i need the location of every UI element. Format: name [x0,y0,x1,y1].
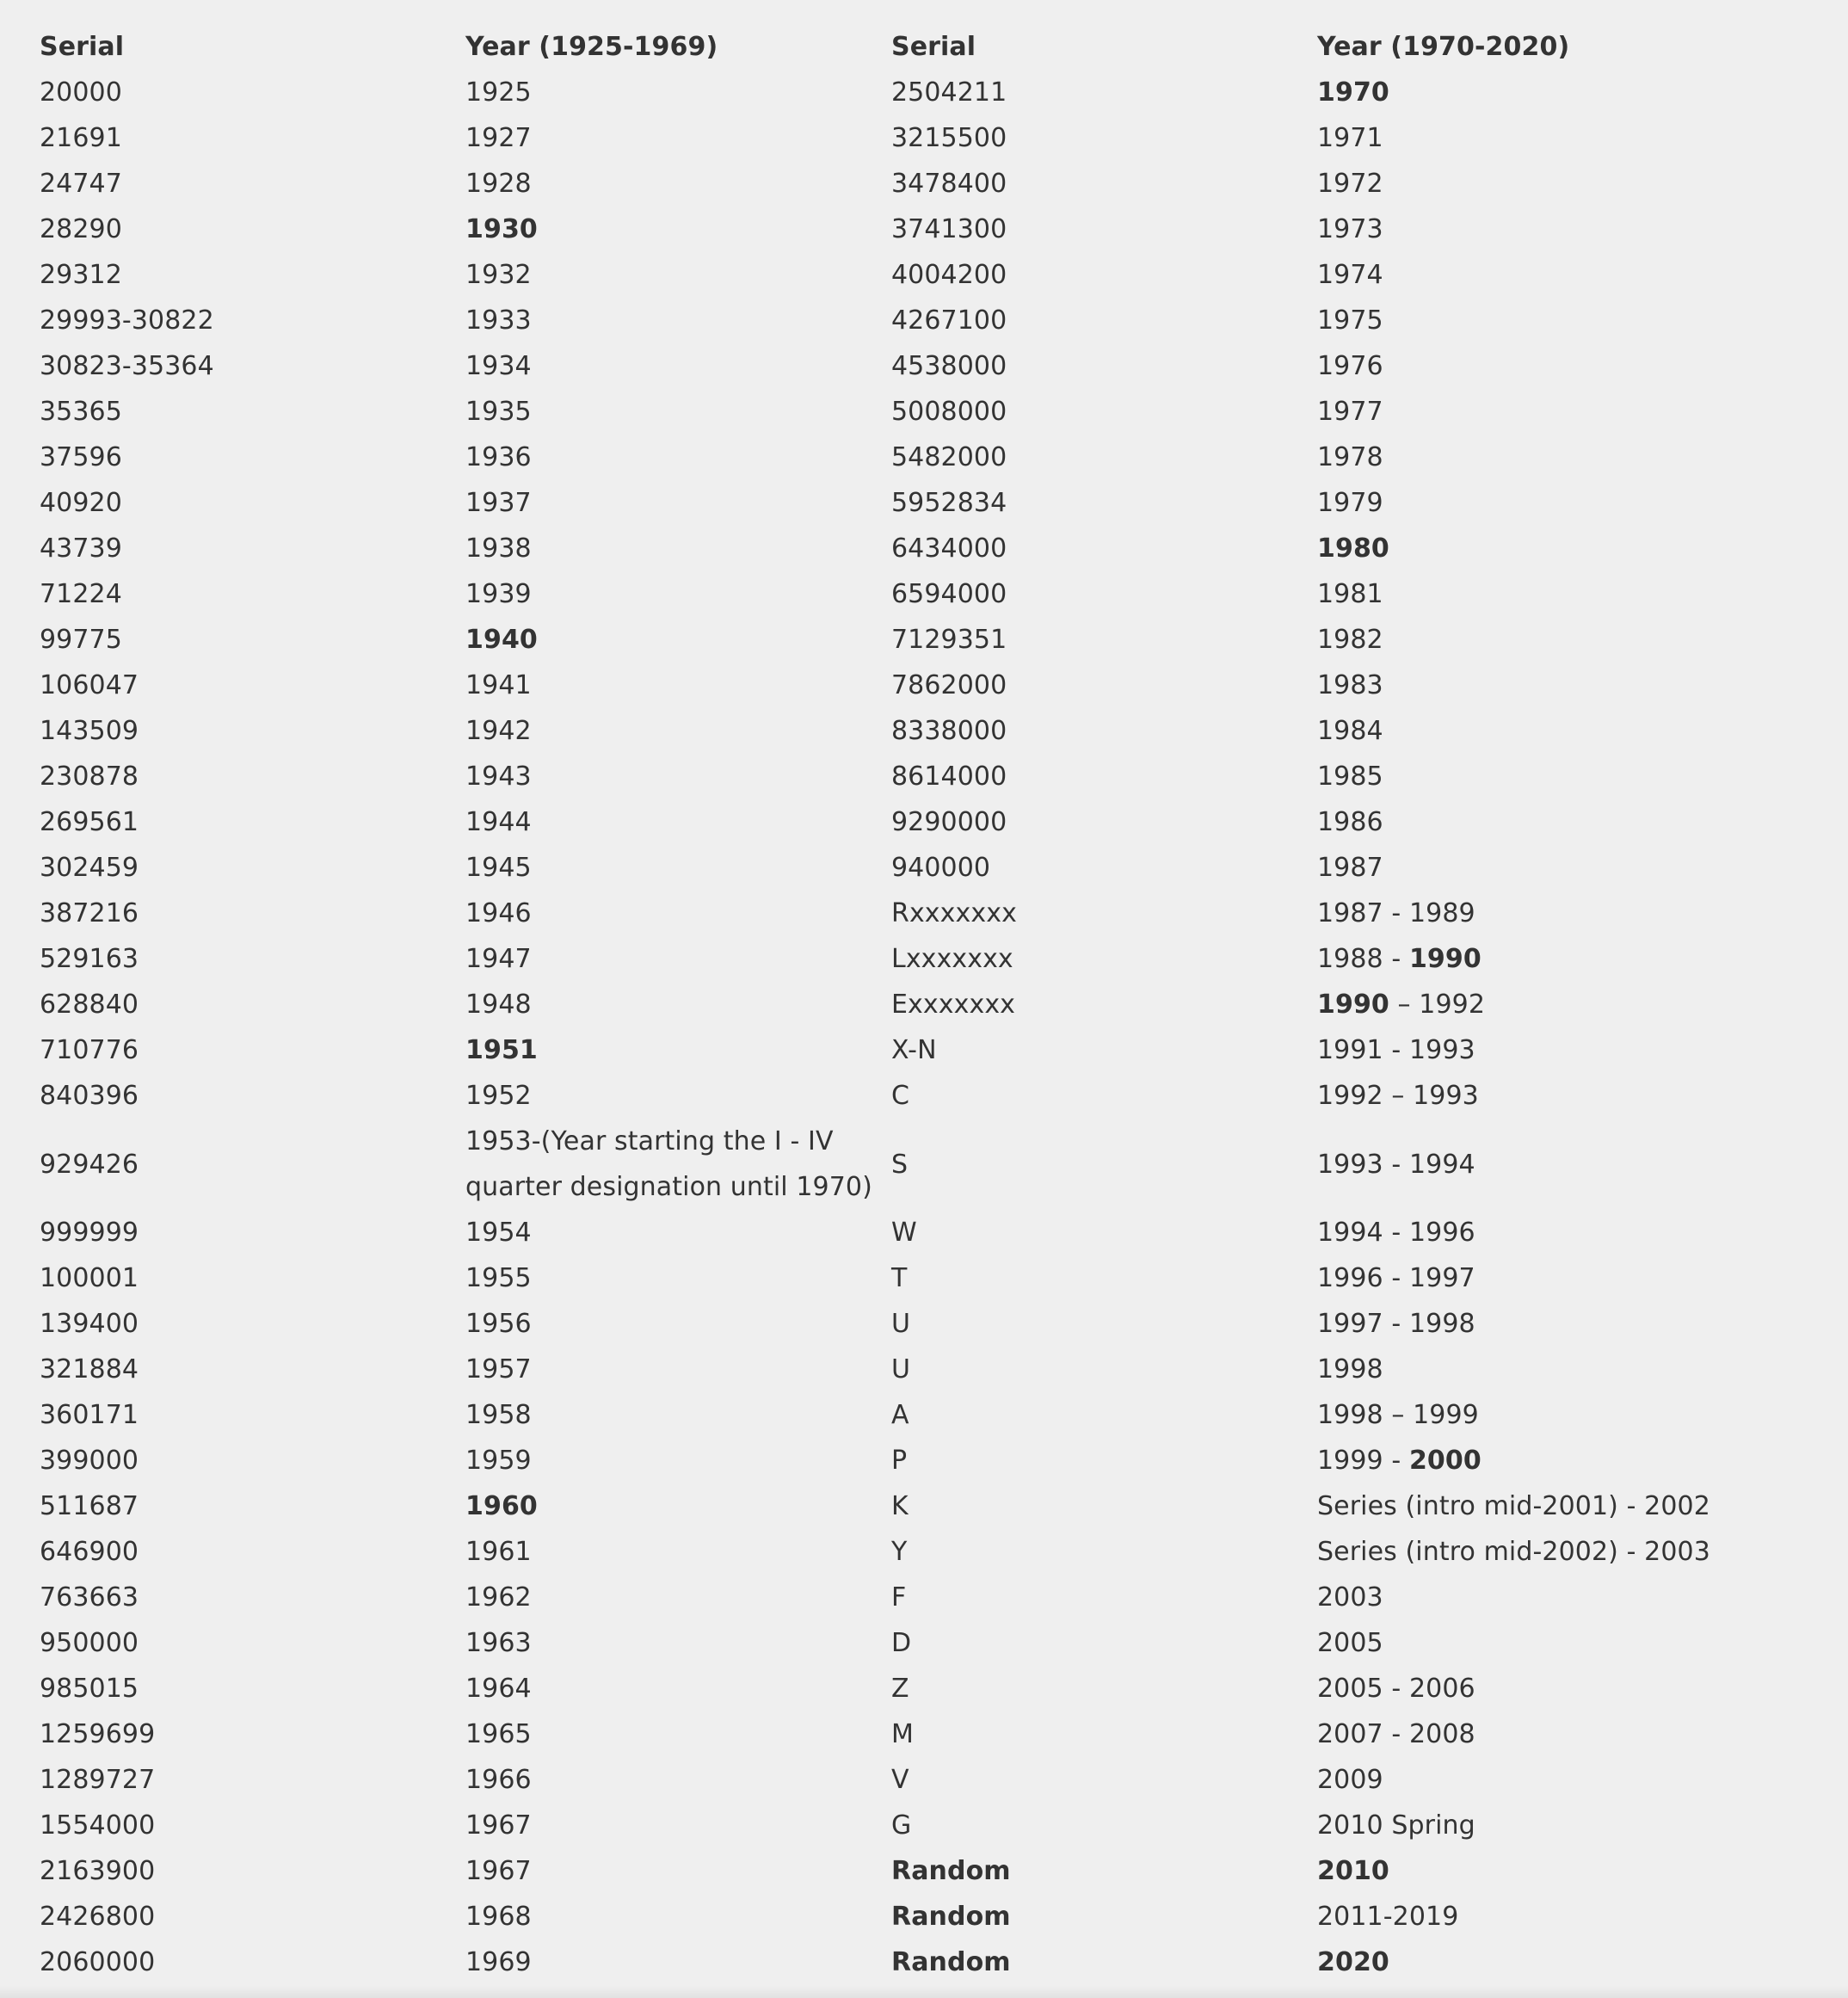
year-cell [1303,936,1755,982]
table-row [26,435,1755,480]
year-cell: 1998 – 1999 [1317,1400,1479,1430]
serial-cell: K [891,1491,909,1521]
table-row [26,1575,1755,1620]
serial-cell: 5008000 [891,397,1007,427]
table-row [26,1301,1755,1347]
serial-cell: 646900 [40,1537,139,1567]
year-cell: 1947 [465,944,532,974]
table-row [26,1255,1755,1301]
serial-cell: 1289727 [40,1765,156,1795]
year-cell: 1928 [465,169,532,199]
serial-cell: 529163 [40,944,139,974]
serial-cell: 20000 [40,77,122,108]
year-cell: 1998 [1317,1354,1383,1384]
bold-text: 1940 [465,625,538,655]
year-cell: 1944 [465,807,532,837]
year-cell: 1932 [465,260,532,290]
cell-text: 1999 - [1317,1446,1409,1476]
year-cell: Series (intro mid-2002) - 2003 [1317,1537,1710,1567]
year-cell: 1986 [1317,807,1383,837]
table-row [26,480,1755,526]
year-cell: 1955 [465,1263,532,1293]
year-cell: 1972 [1317,169,1383,199]
serial-cell: 7862000 [891,670,1007,700]
table-row [26,343,1755,389]
year-cell: 1996 - 1997 [1317,1263,1475,1293]
table-row [26,1939,1755,1985]
year-cell: 2005 - 2006 [1317,1674,1475,1704]
serial-cell: 840396 [40,1081,139,1111]
year-cell [1303,982,1755,1027]
bold-text: 1990 [1408,944,1481,974]
serial-cell: 1554000 [40,1810,156,1841]
header-serial-1: Serial [40,32,125,62]
year-cell: 1992 – 1993 [1317,1081,1479,1111]
year-cell: 1978 [1317,442,1383,472]
year-cell [1303,526,1755,571]
year-cell: 1938 [465,533,532,564]
serial-cell: 2504211 [891,77,1007,108]
serial-cell: 6434000 [891,533,1007,564]
serial-cell: U [891,1354,911,1384]
table-row [26,1483,1755,1529]
serial-cell: 269561 [40,807,139,837]
serial-cell: 30823-35364 [40,351,214,381]
year-cell: 1991 - 1993 [1317,1035,1475,1065]
table-row [26,1711,1755,1757]
serial-cell [878,1894,1303,1939]
serial-cell: 24747 [40,169,122,199]
year-cell: 1987 [1317,853,1383,883]
year-cell: 1977 [1317,397,1383,427]
serial-cell: 360171 [40,1400,139,1430]
serial-cell: 710776 [40,1035,139,1065]
year-cell: 1982 [1317,625,1383,655]
serial-cell: 3215500 [891,123,1007,153]
serial-cell [878,1939,1303,1985]
year-cell: 1966 [465,1765,532,1795]
table-row [26,1073,1755,1119]
serial-cell: 985015 [40,1674,139,1704]
table-row [26,663,1755,708]
serial-cell: 387216 [40,898,139,928]
serial-cell: 106047 [40,670,139,700]
year-cell [452,207,878,252]
serial-cell: 28290 [40,214,122,244]
table-row [26,252,1755,298]
bold-text: 2010 [1317,1856,1389,1886]
table-row [26,799,1755,845]
table-row [26,70,1755,115]
serial-cell: G [891,1810,912,1841]
bold-text: 1980 [1317,533,1389,564]
year-cell: 1958 [465,1400,532,1430]
year-cell: 1981 [1317,579,1383,609]
table-row [26,526,1755,571]
serial-cell: 230878 [40,762,139,792]
serial-cell: 71224 [40,579,122,609]
bold-text: 2020 [1317,1947,1389,1977]
serial-cell: U [891,1309,911,1339]
year-cell: 1963 [465,1628,532,1658]
bold-text: 2000 [1408,1446,1481,1476]
year-cell: 1946 [465,898,532,928]
table-row [26,1757,1755,1803]
serial-cell: 3741300 [891,214,1007,244]
serial-cell: 2060000 [40,1947,156,1977]
table-row [26,708,1755,754]
table-row [26,1894,1755,1939]
serial-cell: M [891,1719,914,1749]
serial-cell: 100001 [40,1263,139,1293]
year-cell: 1969 [465,1947,532,1977]
year-cell: 1962 [465,1582,532,1613]
year-cell: 1945 [465,853,532,883]
serial-cell: Lxxxxxxx [891,944,1013,974]
year-cell: 1939 [465,579,532,609]
serial-cell: 143509 [40,716,139,746]
serial-cell: V [891,1765,909,1795]
serial-cell: 302459 [40,853,139,883]
year-cell: 1997 - 1998 [1317,1309,1475,1339]
serial-cell: 8614000 [891,762,1007,792]
header-year-1970-2020: Year (1970-2020) [1317,32,1570,62]
year-cell [1303,1939,1755,1985]
serial-cell: 40920 [40,488,122,518]
serial-cell: Rxxxxxxx [891,898,1017,928]
serial-cell: 6594000 [891,579,1007,609]
cell-text: – 1992 [1389,990,1486,1020]
serial-cell: P [891,1446,908,1476]
year-cell [1303,1848,1755,1894]
serial-cell: 35365 [40,397,122,427]
year-cell: 1925 [465,77,532,108]
bottom-shadow [0,1986,1848,1998]
bold-text: Random [891,1856,1011,1886]
table-row [26,1119,1755,1210]
year-cell: 1961 [465,1537,532,1567]
serial-cell: 628840 [40,990,139,1020]
serial-cell [878,1848,1303,1894]
year-cell: 2005 [1317,1628,1383,1658]
year-cell [452,1483,878,1529]
year-cell: 1934 [465,351,532,381]
year-cell: 1975 [1317,305,1383,336]
year-cell: 1957 [465,1354,532,1384]
serial-cell: S [891,1149,909,1180]
serial-cell: 940000 [891,853,991,883]
table-row [26,1438,1755,1483]
serial-cell: 1259699 [40,1719,156,1749]
year-cell: 1976 [1317,351,1383,381]
serial-cell: 929426 [40,1149,139,1180]
bold-text: 1951 [465,1035,538,1065]
year-cell: 1942 [465,716,532,746]
year-cell: 1983 [1317,670,1383,700]
table-row [26,1620,1755,1666]
serial-cell: Y [891,1537,908,1567]
year-cell: 1993 - 1994 [1317,1149,1475,1180]
table-row [26,1210,1755,1255]
table-header-row [26,24,1755,70]
cell-text: 1988 - [1317,944,1409,974]
serial-cell: 7129351 [891,625,1007,655]
serial-cell: 99775 [40,625,122,655]
serial-cell: 43739 [40,533,122,564]
table-row [26,936,1755,982]
serial-cell: 999999 [40,1218,139,1248]
year-cell [452,617,878,663]
serial-cell: X-N [891,1035,937,1065]
year-cell: 1971 [1317,123,1383,153]
year-cell: 2003 [1317,1582,1383,1613]
serial-cell: 4267100 [891,305,1007,336]
serial-cell: 5482000 [891,442,1007,472]
serial-cell: 21691 [40,123,122,153]
serial-cell: F [891,1582,907,1613]
serial-cell: 2426800 [40,1902,156,1932]
serial-cell: 950000 [40,1628,139,1658]
year-cell: 1943 [465,762,532,792]
year-cell: 1967 [465,1810,532,1841]
table-row [26,1529,1755,1575]
serial-cell: 4004200 [891,260,1007,290]
header-serial-2: Serial [891,32,976,62]
year-cell: 1984 [1317,716,1383,746]
serial-cell: A [891,1400,909,1430]
year-cell: 1968 [465,1902,532,1932]
year-cell: 1936 [465,442,532,472]
serial-cell: Z [891,1674,909,1704]
year-cell: 1964 [465,1674,532,1704]
year-cell: 1952 [465,1081,532,1111]
year-cell: 1994 - 1996 [1317,1218,1475,1248]
serial-cell: C [891,1081,910,1111]
bold-text: 1970 [1317,77,1389,108]
table-row [26,891,1755,936]
year-cell: 1927 [465,123,532,153]
year-cell: 1974 [1317,260,1383,290]
year-cell: 2011-2019 [1317,1902,1459,1932]
serial-cell: 5952834 [891,488,1007,518]
serial-cell: 139400 [40,1309,139,1339]
table-row [26,617,1755,663]
year-cell: 1937 [465,488,532,518]
table-row [26,389,1755,435]
table-row [26,161,1755,207]
year-cell: 2010 Spring [1317,1810,1475,1841]
year-cell: 1948 [465,990,532,1020]
year-cell: 1954 [465,1218,532,1248]
serial-cell: 29993-30822 [40,305,214,336]
serial-cell: 29312 [40,260,122,290]
serial-cell: 399000 [40,1446,139,1476]
year-cell: 1941 [465,670,532,700]
serial-cell: Exxxxxxx [891,990,1016,1020]
year-cell: Series (intro mid-2001) - 2002 [1317,1491,1710,1521]
table-row [26,207,1755,252]
year-cell [1303,1438,1755,1483]
serial-cell: D [891,1628,912,1658]
year-cell: 1979 [1317,488,1383,518]
serial-cell: 37596 [40,442,122,472]
table-row [26,845,1755,891]
year-cell: 1956 [465,1309,532,1339]
serial-cell: 8338000 [891,716,1007,746]
year-cell: 1933 [465,305,532,336]
year-cell: 1935 [465,397,532,427]
bold-text: 1960 [465,1491,538,1521]
serial-cell: 9290000 [891,807,1007,837]
serial-cell: 4538000 [891,351,1007,381]
table-row [26,1347,1755,1392]
bold-text: Random [891,1902,1011,1932]
table-row [26,1392,1755,1438]
table-row [26,1027,1755,1073]
serial-cell: 763663 [40,1582,139,1613]
serial-cell: 2163900 [40,1856,156,1886]
serial-cell: W [891,1218,917,1248]
year-cell: 2009 [1317,1765,1383,1795]
table-row [26,1848,1755,1894]
year-cell: 1967 [465,1856,532,1886]
serial-year-table [26,24,1755,1985]
year-cell: 1953-(Year starting the I - IV quarter designation until 1970) [465,1126,872,1202]
year-cell [452,1027,878,1073]
serial-cell: T [891,1263,908,1293]
table-row [26,298,1755,343]
table-row [26,1666,1755,1711]
bold-text: 1930 [465,214,538,244]
year-cell: 1987 - 1989 [1317,898,1475,928]
year-cell: 1959 [465,1446,532,1476]
serial-cell: 3478400 [891,169,1007,199]
serial-cell: 321884 [40,1354,139,1384]
year-cell: 2007 - 2008 [1317,1719,1475,1749]
bold-text: Random [891,1947,1011,1977]
year-cell [1303,70,1755,115]
year-cell: 1973 [1317,214,1383,244]
header-year-1925-1969: Year (1925-1969) [465,32,718,62]
table-row [26,571,1755,617]
table-row [26,754,1755,799]
serial-cell: 511687 [40,1491,139,1521]
table-row [26,1803,1755,1848]
year-cell: 1985 [1317,762,1383,792]
table-row [26,115,1755,161]
table-row [26,982,1755,1027]
table-body [26,70,1755,1985]
year-cell: 1965 [465,1719,532,1749]
bold-text: 1990 [1317,990,1389,1020]
